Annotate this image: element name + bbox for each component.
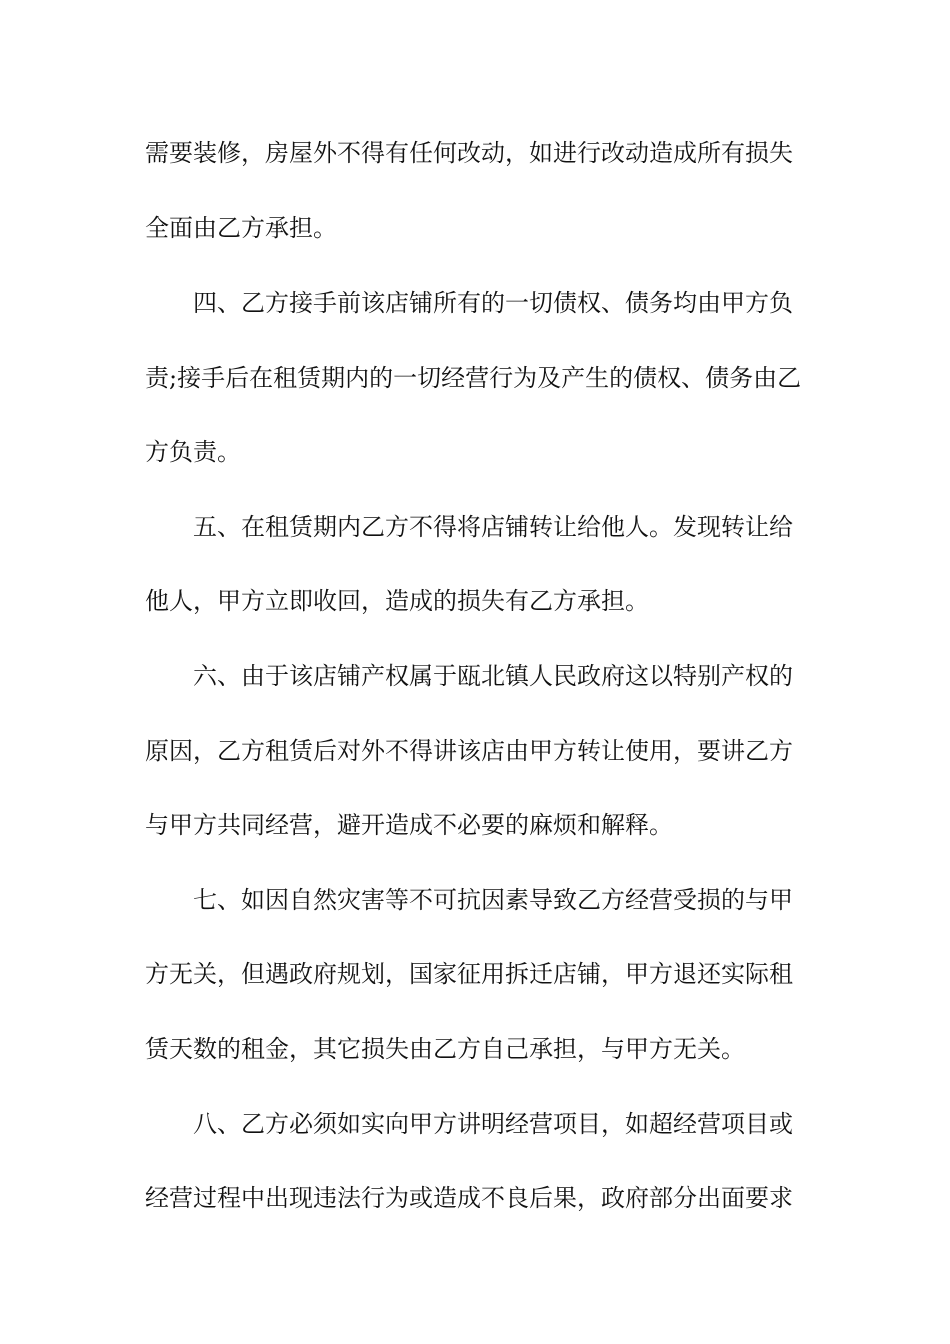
text-line-8: 六、由于该店铺产权属于瓯北镇人民政府这以特别产权的 xyxy=(193,662,793,690)
text-line-9: 原因，乙方租赁后对外不得讲该店由甲方转让使用，要讲乙方 xyxy=(145,737,793,765)
text-line-6: 五、在租赁期内乙方不得将店铺转让给他人。发现转让给 xyxy=(193,513,793,541)
text-line-1: 需要装修，房屋外不得有任何改动，如进行改动造成所有损失 xyxy=(145,139,793,167)
text-line-14: 八、乙方必须如实向甲方讲明经营项目，如超经营项目或 xyxy=(193,1110,793,1138)
text-line-4: 责;接手后在租赁期内的一切经营行为及产生的债权、债务由乙 xyxy=(145,364,802,392)
text-line-10: 与甲方共同经营，避开造成不必要的麻烦和解释。 xyxy=(145,811,673,839)
text-line-5: 方负责。 xyxy=(145,438,241,466)
text-line-13: 赁天数的租金，其它损失由乙方自己承担，与甲方无关。 xyxy=(145,1035,745,1063)
text-line-3: 四、乙方接手前该店铺所有的一切债权、债务均由甲方负 xyxy=(193,289,793,317)
text-line-7: 他人，甲方立即收回，造成的损失有乙方承担。 xyxy=(145,587,649,615)
text-line-12: 方无关，但遇政府规划，国家征用拆迁店铺，甲方退还实际租 xyxy=(145,960,793,988)
text-line-15: 经营过程中出现违法行为或造成不良后果，政府部分出面要求 xyxy=(145,1184,793,1212)
text-line-11: 七、如因自然灾害等不可抗因素导致乙方经营受损的与甲 xyxy=(193,886,793,914)
text-line-2: 全面由乙方承担。 xyxy=(145,214,337,242)
